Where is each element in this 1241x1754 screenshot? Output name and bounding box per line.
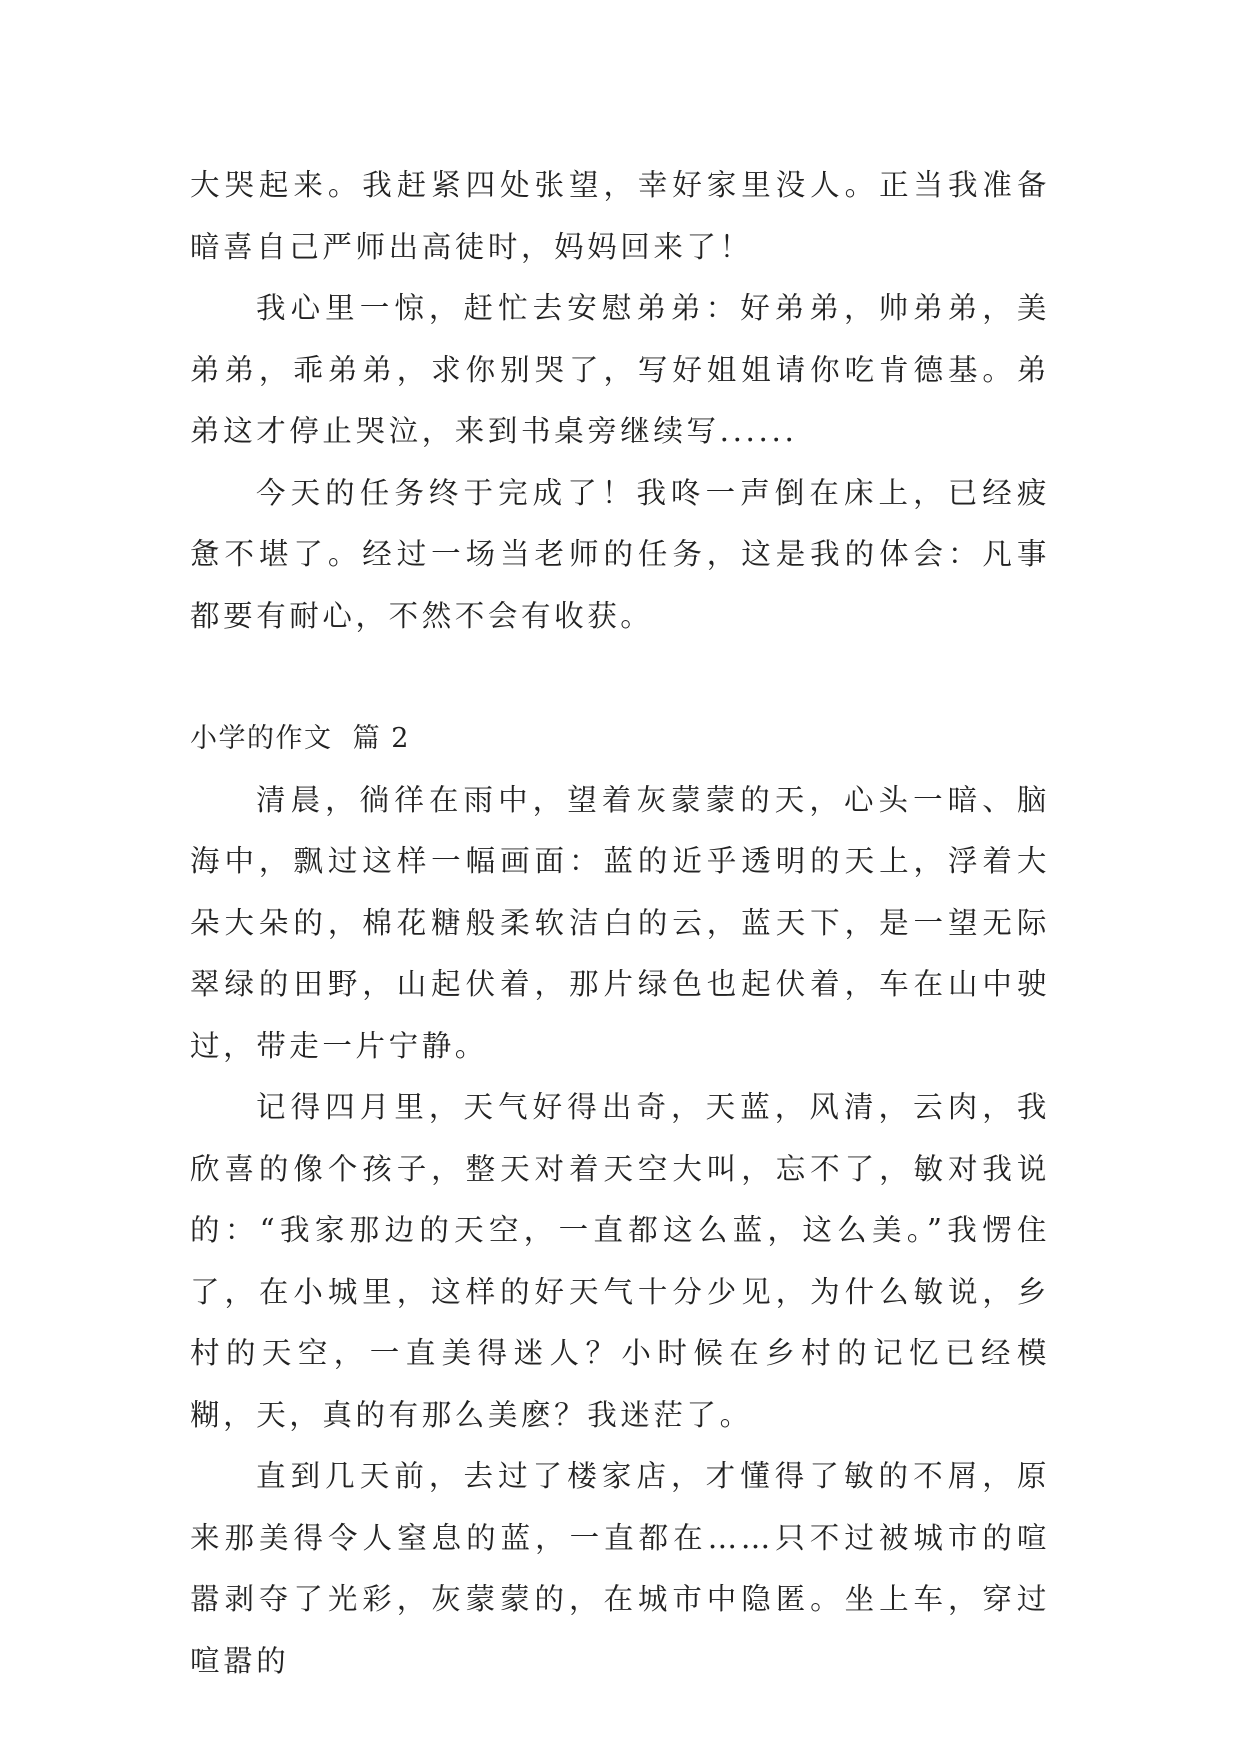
paragraph: 记得四月里，天气好得出奇，天蓝，风清，云肉，我欣喜的像个孩子，整天对着天空大叫，忘不了，敏对我说的：“我家那边的天空，一直都这么蓝，这么美。”我愣住了，在小城里，这样的好天气十分少见，为什么敏说，乡村的天空，一直美得迷人？小时候在乡村的记忆已经模糊，天，真的有那么美麽？我迷茫了。 <box>190 1090 1050 1432</box>
document-page <box>190 155 1050 1692</box>
paragraph: 清晨，徜徉在雨中，望着灰蒙蒙的天，心头一暗、脑海中，飘过这样一幅画面：蓝的近乎透明的天上，浮着大朵大朵的，棉花糖般柔软洁白的云，蓝天下，是一望无际翠绿的田野，山起伏着，那片绿色也起伏着，车在山中驶过，带走一片宁静。 <box>190 782 1050 1063</box>
paragraph: 直到几天前，去过了楼家店，才懂得了敏的不屑，原来那美得令人窒息的蓝，一直都在……只不过被城市的喧嚣剥夺了光彩，灰蒙蒙的，在城市中隐匿。坐上车，穿过喧嚣的 <box>190 1459 1050 1678</box>
paragraph-continued: 大哭起来。我赶紧四处张望，幸好家里没人。正当我准备暗喜自己严师出高徒时，妈妈回来了！ <box>190 168 1050 264</box>
paragraph: 今天的任务终于完成了！我咚一声倒在床上，已经疲惫不堪了。经过一场当老师的任务，这是我的体会：凡事都要有耐心，不然不会有收获。 <box>190 475 1050 633</box>
section-heading: 小学的作文 篇 2 <box>190 723 410 754</box>
section-spacer <box>190 647 1050 708</box>
paragraph: 我心里一惊，赶忙去安慰弟弟：好弟弟，帅弟弟，美弟弟，乖弟弟，求你别哭了，写好姐姐请你吃肯德基。弟弟这才停止哭泣，来到书桌旁继续写...... <box>190 291 1050 448</box>
